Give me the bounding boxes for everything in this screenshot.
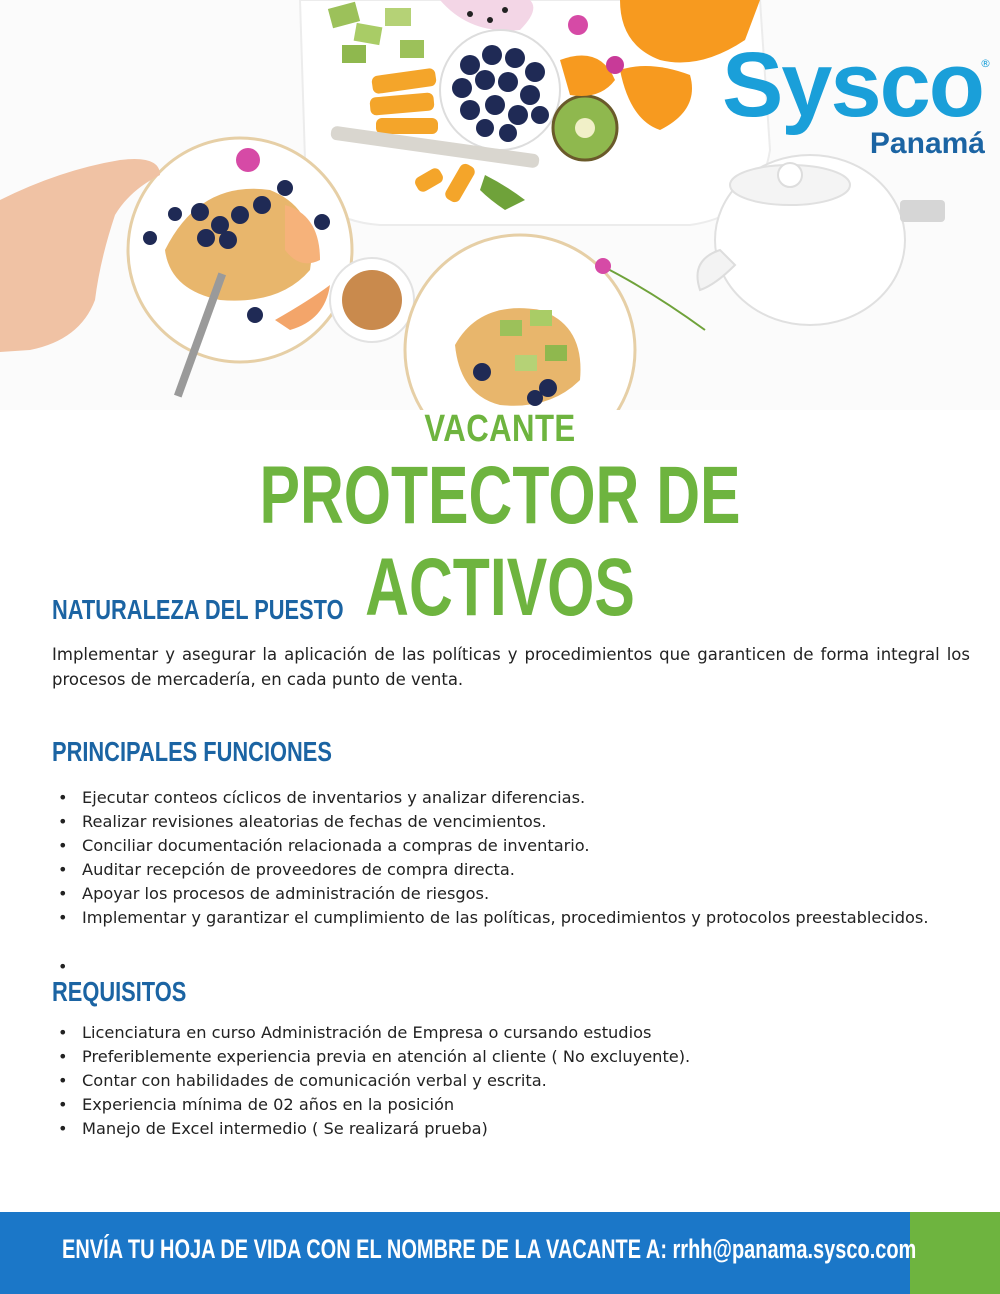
naturaleza-text: Implementar y asegurar la aplicación de las políticas y procedimientos que garanticen de forma integral los procesos de mercadería, en cada punto de venta. bbox=[52, 645, 970, 689]
list-item bbox=[58, 1093, 963, 1117]
list-item-text: Conciliar documentación relacionada a compras de inventario. bbox=[82, 836, 590, 855]
vacancy-kicker: VACANTE bbox=[424, 408, 576, 450]
list-item bbox=[58, 810, 963, 834]
bullet: • bbox=[58, 1119, 68, 1138]
bullet: • bbox=[58, 1023, 68, 1042]
bullet: • bbox=[58, 908, 68, 927]
job-title: PROTECTOR DE ACTIVOS bbox=[259, 450, 741, 633]
bullet: • bbox=[58, 1047, 68, 1066]
list-item bbox=[58, 786, 963, 810]
registered-mark: ® bbox=[980, 57, 991, 70]
list-item bbox=[58, 1021, 963, 1045]
empty-bullet: • bbox=[58, 957, 68, 976]
hero-food-image bbox=[0, 0, 1000, 410]
list-item-text: Auditar recepción de proveedores de compra directa. bbox=[82, 860, 515, 879]
footer-banner bbox=[0, 1212, 1000, 1294]
bullet: • bbox=[58, 836, 68, 855]
list-item-text: Manejo de Excel intermedio ( Se realizará prueba) bbox=[82, 1119, 488, 1138]
list-item bbox=[58, 1117, 963, 1141]
list-item-text: Realizar revisiones aleatorias de fechas de vencimientos. bbox=[82, 812, 547, 831]
list-item-text: Preferiblemente experiencia previa en atención al cliente ( No excluyente). bbox=[82, 1047, 691, 1066]
section-heading-naturaleza: NATURALEZA DEL PUESTO bbox=[52, 594, 344, 625]
bullet: • bbox=[58, 860, 68, 879]
list-item bbox=[58, 1069, 963, 1093]
bullet: • bbox=[58, 788, 68, 807]
logo-wordmark: Sysco bbox=[721, 34, 983, 136]
bullet: • bbox=[58, 1095, 68, 1114]
list-item bbox=[58, 882, 963, 906]
funciones-list bbox=[58, 786, 963, 930]
list-item bbox=[58, 1045, 963, 1069]
list-item-text: Apoyar los procesos de administración de riesgos. bbox=[82, 884, 490, 903]
section-heading-funciones: PRINCIPALES FUNCIONES bbox=[52, 736, 332, 767]
bullet: • bbox=[58, 884, 68, 903]
list-item bbox=[58, 858, 963, 882]
footer-green-block bbox=[910, 1212, 1000, 1294]
list-item-text: Contar con habilidades de comunicación verbal y escrita. bbox=[82, 1071, 547, 1090]
list-item-text: Implementar y garantizar el cumplimiento de las políticas, procedimientos y protocolos preestablecidos. bbox=[82, 908, 929, 927]
list-item bbox=[58, 906, 963, 930]
requisitos-list bbox=[58, 1021, 963, 1141]
logo-region: Panamá bbox=[869, 127, 985, 160]
list-item-text: Ejecutar conteos cíclicos de inventarios y analizar diferencias. bbox=[82, 788, 586, 807]
list-item bbox=[58, 834, 963, 858]
bullet: • bbox=[58, 812, 68, 831]
footer-apply-text: ENVÍA TU HOJA DE VIDA CON EL NOMBRE DE LA VACANTE A: rrhh@panama.sysco.com bbox=[62, 1234, 917, 1264]
list-item-text: Licenciatura en curso Administración de Empresa o cursando estudios bbox=[82, 1023, 652, 1042]
section-heading-requisitos: REQUISITOS bbox=[52, 976, 187, 1007]
list-item-text: Experiencia mínima de 02 años en la posición bbox=[82, 1095, 455, 1114]
bullet: • bbox=[58, 1071, 68, 1090]
sysco-panama-logo bbox=[721, 34, 995, 160]
